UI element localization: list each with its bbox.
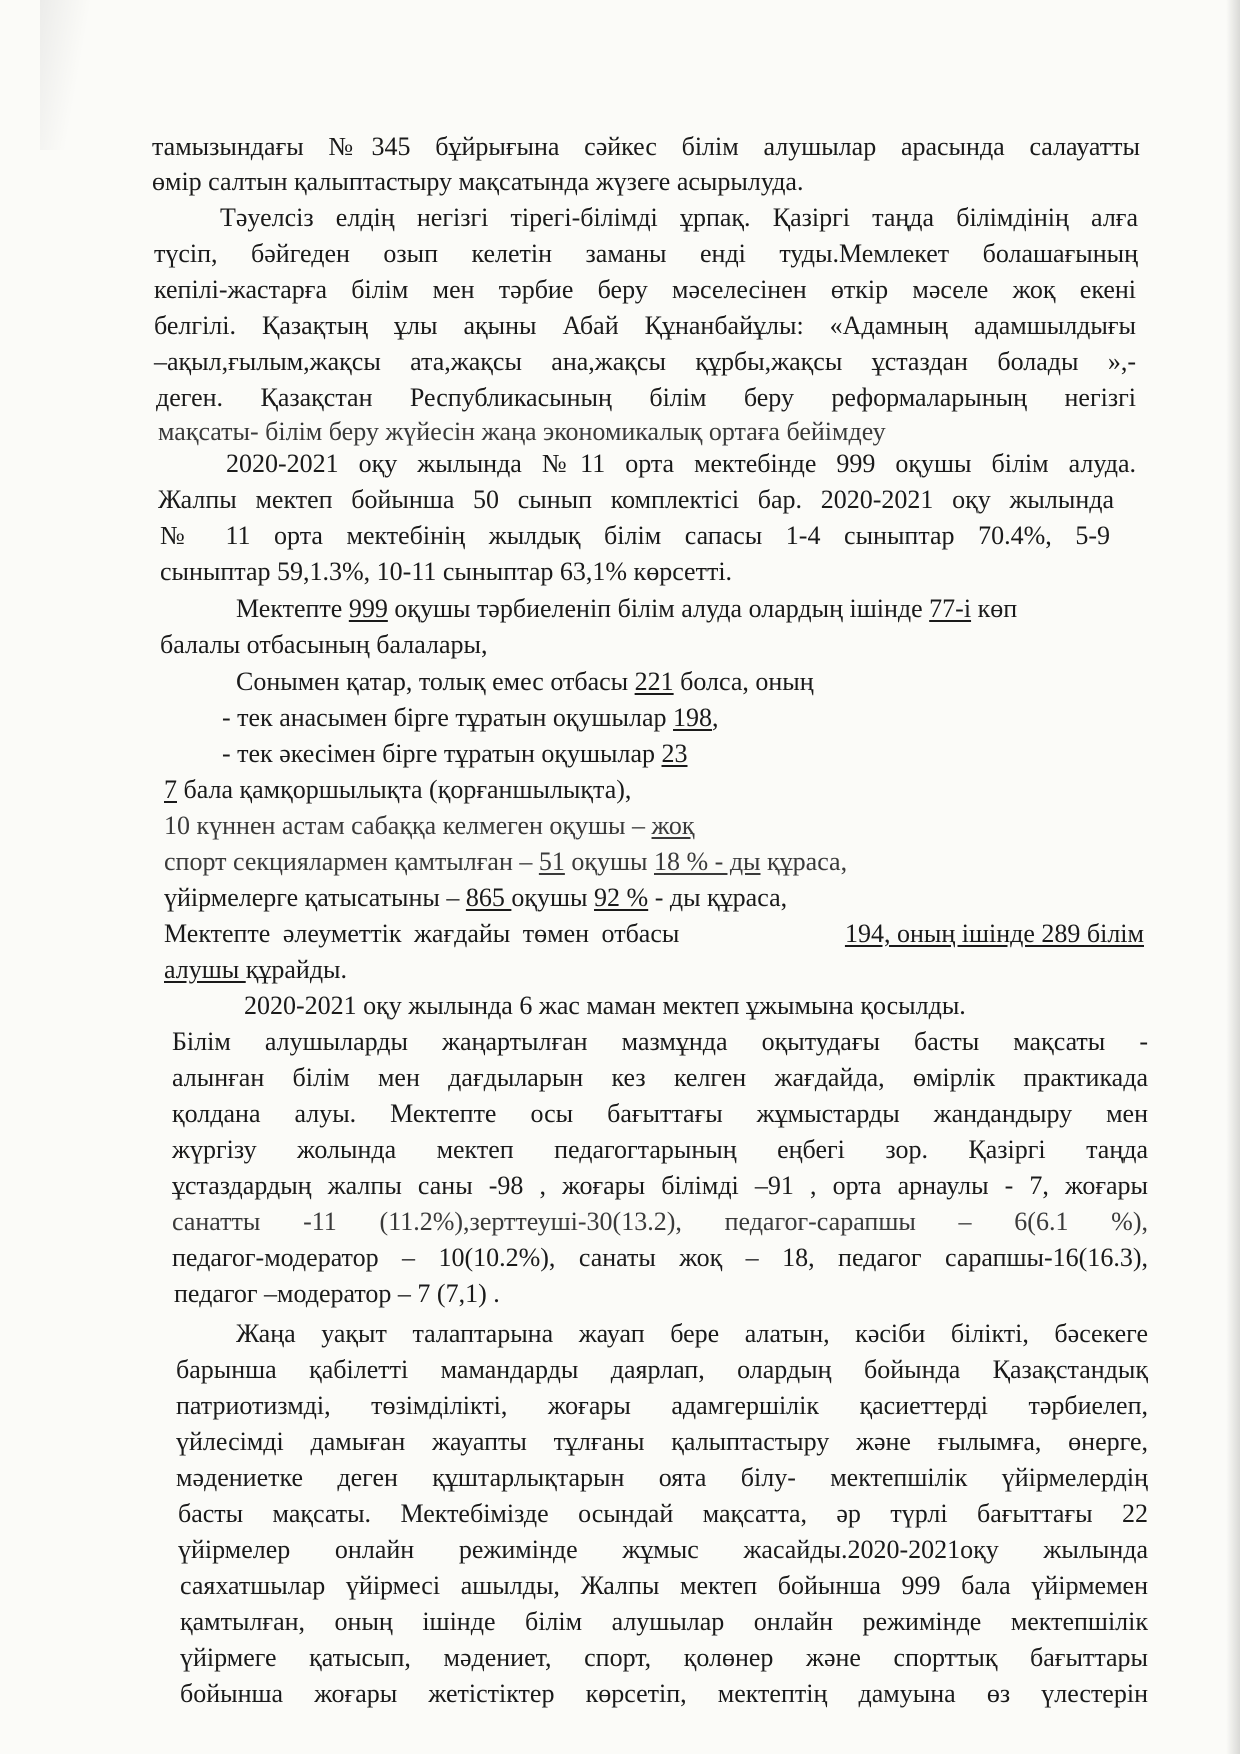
text-line: патриотизмді, төзімділікті, жоғары адамгершілік қасиеттерді тәрбиелеп, xyxy=(176,1391,1148,1420)
text-line: педагог –модератор – 7 (7,1) . xyxy=(174,1279,500,1308)
text-line: мәдениетке деген құштарлықтарын оята білу- мектепшілік үйірмелердің xyxy=(176,1463,1148,1492)
scan-fold-shadow xyxy=(40,0,100,150)
underlined-value: 198 xyxy=(673,703,713,732)
text-line: 10 күннен астам сабаққа келмеген оқушы – жоқ xyxy=(164,811,695,840)
text-line: санатты -11 (11.2%),зерттеуші-30(13.2), педагог-сарапшы – 6(6.1 %), xyxy=(172,1207,1148,1236)
underlined-value: 221 xyxy=(634,667,674,696)
text-line: мақсаты- білім беру жүйесін жаңа экономикалық ортаға бейімдеу xyxy=(158,417,886,446)
underlined-value: 23 xyxy=(661,739,688,768)
text-line: спорт секциялармен қамтылған – 51 оқушы 18 % - ды құраса, xyxy=(164,847,848,876)
text-line: Білім алушыларды жаңартылған мазмұнда оқытудағы басты мақсаты - xyxy=(172,1027,1148,1056)
text-line: балалы отбасының балалары, xyxy=(160,630,488,659)
text-line: саяхатшылар үйірмесі ашылды, Жалпы мектеп бойынша 999 бала үйірмемен xyxy=(180,1571,1148,1600)
text-line: алынған білім мен дағдыларын кез келген жағдайда, өмірлік практикада xyxy=(172,1063,1148,1092)
underlined-value: 7 xyxy=(164,775,177,804)
text-line: барынша қабілетті мамандарды даярлап, олардың бойында Қазақстандық xyxy=(176,1355,1148,1384)
text-line: белгілі. Қазақтың ұлы ақыны Абай Құнанбайұлы: «Адамның адамшылдығы xyxy=(154,311,1136,340)
text-line: 2020-2021 оқу жылында 6 жас маман мектеп ұжымына қосылды. xyxy=(244,991,966,1020)
text-line: педагог-модератор – 10(10.2%), санаты жоқ – 18, педагог сарапшы-16(16.3), xyxy=(172,1243,1148,1272)
text-line: Сонымен қатар, толық емес отбасы 221 болса, оның xyxy=(236,667,814,696)
text-line: кепілі-жастарға білім мен тәрбие беру мәселесінен өткір мәселе жоқ екені xyxy=(154,275,1136,304)
scan-edge-shadow xyxy=(1226,0,1240,1754)
text-line: жүргізу жолында мектеп педагогтарының еңбегі зор. Қазіргі таңда xyxy=(172,1135,1148,1164)
text-line: тамызындағы №345 бұйрығына сәйкес білім алушылар арасында салауатты xyxy=(152,132,1140,161)
text-line: Тәуелсіз елдің негізгі тірегі-білімді ұрпақ. Қазіргі таңда білімдінің алға xyxy=(220,203,1138,232)
text-line: - тек анасымен бірге тұратын оқушылар 198, xyxy=(222,703,719,732)
text-line: 2020-2021 оқу жылында №11 орта мектебінде 999 оқушы білім алуда. xyxy=(226,449,1136,478)
text-line: үйлесімді дамыған жауапты тұлғаны қалыптастыру және ғылымға, өнерге, xyxy=(176,1427,1148,1456)
text-line: өмір салтын қалыптастыру мақсатында жүзеге асырылуда. xyxy=(152,167,804,196)
text-line: деген. Қазақстан Республикасының білім беру реформаларының негізгі xyxy=(156,383,1136,412)
text-line: № 11 орта мектебінің жылдық білім сапасы 1-4 сыныптар 70.4%, 5-9 xyxy=(160,521,1110,550)
text-line: үйірмелер онлайн режимінде жұмыс жасайды.2020-2021оқу жылында xyxy=(178,1535,1148,1564)
underlined-value: 92 % xyxy=(594,883,649,912)
underlined-value: 194, оның ішінде 289 білім xyxy=(844,919,1144,948)
text-line: бойынша жоғары жетістіктер көрсетіп, мектептің дамуына өз үлестерін xyxy=(180,1679,1148,1708)
underlined-value: алушы xyxy=(164,955,246,984)
text-line: үйірмелерге қатысатыны – 865 оқушы 92 % - ды құраса, xyxy=(164,883,788,912)
text-line: түсіп, бәйгеден озып келетін заманы енді туды.Мемлекет болашағының xyxy=(154,239,1138,268)
text-line: Мектепте әлеуметтік жағдайы төмен отбасы 194, оның ішінде 289 білім xyxy=(164,915,1144,953)
text-line: қолдана алуы. Мектепте осы бағыттағы жұмыстарды жандандыру мен xyxy=(172,1099,1148,1128)
underlined-value: жоқ xyxy=(651,811,695,840)
text-line: үйірмеге қатысып, мәдениет, спорт, қолөнер және спорттық бағыттары xyxy=(180,1643,1148,1672)
underlined-value: 18 % - ды xyxy=(654,847,761,876)
text-line: ұстаздардың жалпы саны -98 , жоғары білімді –91 , орта арнаулы - 7, жоғары xyxy=(172,1171,1148,1200)
text-line: Жаңа уақыт талаптарына жауап бере алатын, кәсіби білікті, бәсекеге xyxy=(236,1319,1148,1348)
underlined-value: 865 xyxy=(465,883,512,912)
text-line: - тек әкесімен бірге тұратын оқушылар 23 xyxy=(222,739,688,768)
text-line: сыныптар 59,1.3%, 10-11 сыныптар 63,1% көрсетті. xyxy=(160,557,733,586)
text-line: –ақыл,ғылым,жақсы ата,жақсы ана,жақсы құрбы,жақсы ұстаздан болады »,- xyxy=(154,347,1136,376)
underlined-value: 51 xyxy=(538,847,565,876)
text-line: басты мақсаты. Мектебімізде осындай мақсатта, әр түрлі бағыттағы 22 xyxy=(178,1499,1148,1528)
text-line: алушы құрайды. xyxy=(164,955,348,984)
underlined-value: 999 xyxy=(348,594,388,623)
text-line: Жалпы мектеп бойынша 50 сынып комплектісі бар. 2020-2021 оқу жылында xyxy=(158,485,1114,514)
text-line: Мектепте 999 оқушы тәрбиеленіп білім алуда олардың ішінде 77-і көп xyxy=(236,594,1018,623)
text-line: 7 бала қамқоршылықта (қорғаншылықта), xyxy=(164,775,632,804)
text-line: қамтылған, оның ішінде білім алушылар онлайн режимінде мектепшілік xyxy=(180,1607,1148,1636)
underlined-value: 77-і xyxy=(929,594,972,623)
